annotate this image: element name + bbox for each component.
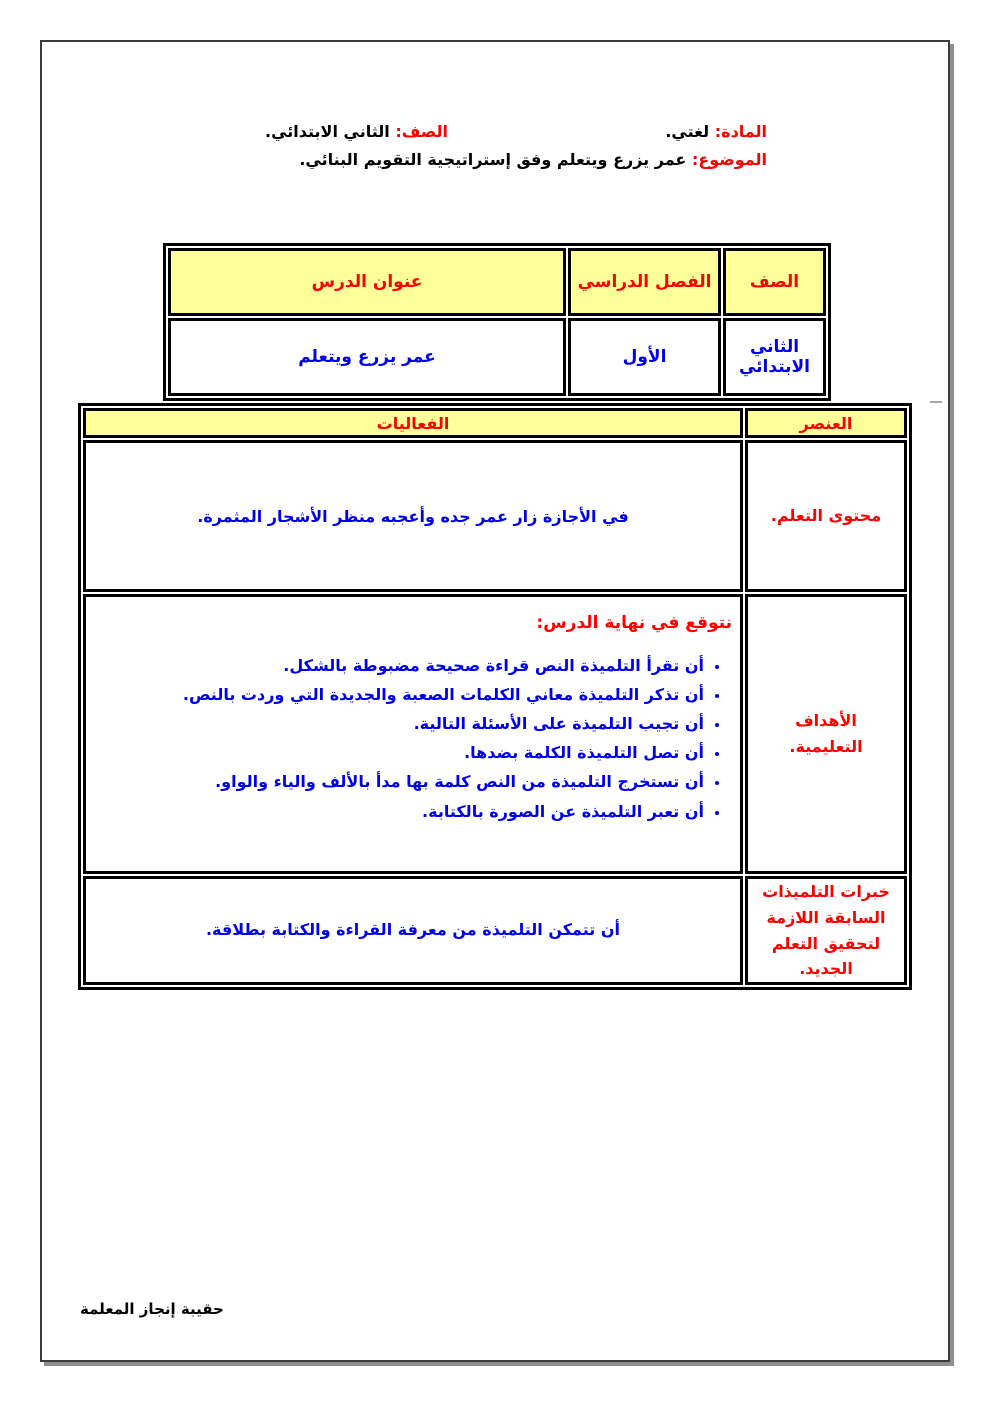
lesson-info-table xyxy=(163,243,831,401)
objective-item: • أن تجيب التلميذة على الأسئلة التالية. xyxy=(96,709,704,738)
subject-value: لغتي. xyxy=(665,122,715,141)
header-line-subject-grade xyxy=(265,118,767,146)
grade-label: الصف: xyxy=(395,122,449,141)
objectives-list xyxy=(96,651,732,826)
grade-column-header: الصف xyxy=(723,248,826,316)
term-value-cell: الأول xyxy=(568,318,721,396)
footer-text: حقيبة إنجاز المعلمة xyxy=(80,1300,224,1318)
table-row-prior-experience xyxy=(83,876,907,985)
elements-header-row xyxy=(83,408,907,438)
learning-content-activity-cell: في الأجازة زار عمر جده وأعجبه منظر الأشجار المثمرة. xyxy=(83,440,743,592)
subject-field xyxy=(665,118,767,146)
objective-item: • أن تصل التلميذة الكلمة بضدها. xyxy=(96,738,704,767)
lesson-info-header-row xyxy=(168,248,826,316)
table-row-objectives xyxy=(83,594,907,874)
learning-content-element-cell: محتوى التعلم. xyxy=(745,440,907,592)
header-line-topic xyxy=(265,146,767,174)
objectives-content xyxy=(86,597,740,826)
prior-experience-element-cell: خبرات التلميذات السابقة اللازمة لتحقيق التعلم الجديد. xyxy=(745,876,907,985)
lesson-title-column-header: عنوان الدرس xyxy=(168,248,566,316)
table-row-learning-content xyxy=(83,440,907,592)
objective-item: • أن تذكر التلميذة معاني الكلمات الصعبة والجديدة التي وردت بالنص. xyxy=(96,680,704,709)
grade-value-cell: الثاني الابتدائي xyxy=(723,318,826,396)
activities-column-header: الفعاليات xyxy=(83,408,743,438)
subject-label: المادة: xyxy=(714,122,767,141)
topic-label: الموضوع: xyxy=(691,150,767,169)
lesson-title-value-cell: عمر يزرع ويتعلم xyxy=(168,318,566,396)
objective-item: • أن تستخرج التلميذة من النص كلمة بها مدأ بالألف والياء والواو. xyxy=(96,767,704,796)
topic-value: عمر يزرع ويتعلم وفق إستراتيجية التقويم البنائي. xyxy=(299,150,692,169)
paragraph-mark-artifact xyxy=(930,401,942,403)
grade-value: الثاني الابتدائي. xyxy=(265,122,396,141)
objectives-activity-cell xyxy=(83,594,743,874)
document-header xyxy=(265,118,767,174)
prior-experience-text: أن تتمكن التلميذة من معرفة القراءة والكتابة بطلاقة. xyxy=(205,920,621,940)
prior-experience-activity-cell xyxy=(83,876,743,985)
objective-item: • أن تعبر التلميذة عن الصورة بالكتابة. xyxy=(96,797,704,826)
elements-table xyxy=(78,403,912,990)
objective-item: • أن تقرأ التلميذة النص قراءة صحيحة مضبوطة بالشكل. xyxy=(96,651,704,680)
element-column-header: العنصر xyxy=(745,408,907,438)
objectives-element-cell: الأهداف التعليمية. xyxy=(745,594,907,874)
objectives-intro: نتوقع في نهاية الدرس: xyxy=(536,613,732,633)
term-column-header: الفصل الدراسي xyxy=(568,248,721,316)
grade-field xyxy=(265,118,448,146)
lesson-info-value-row xyxy=(168,318,826,396)
